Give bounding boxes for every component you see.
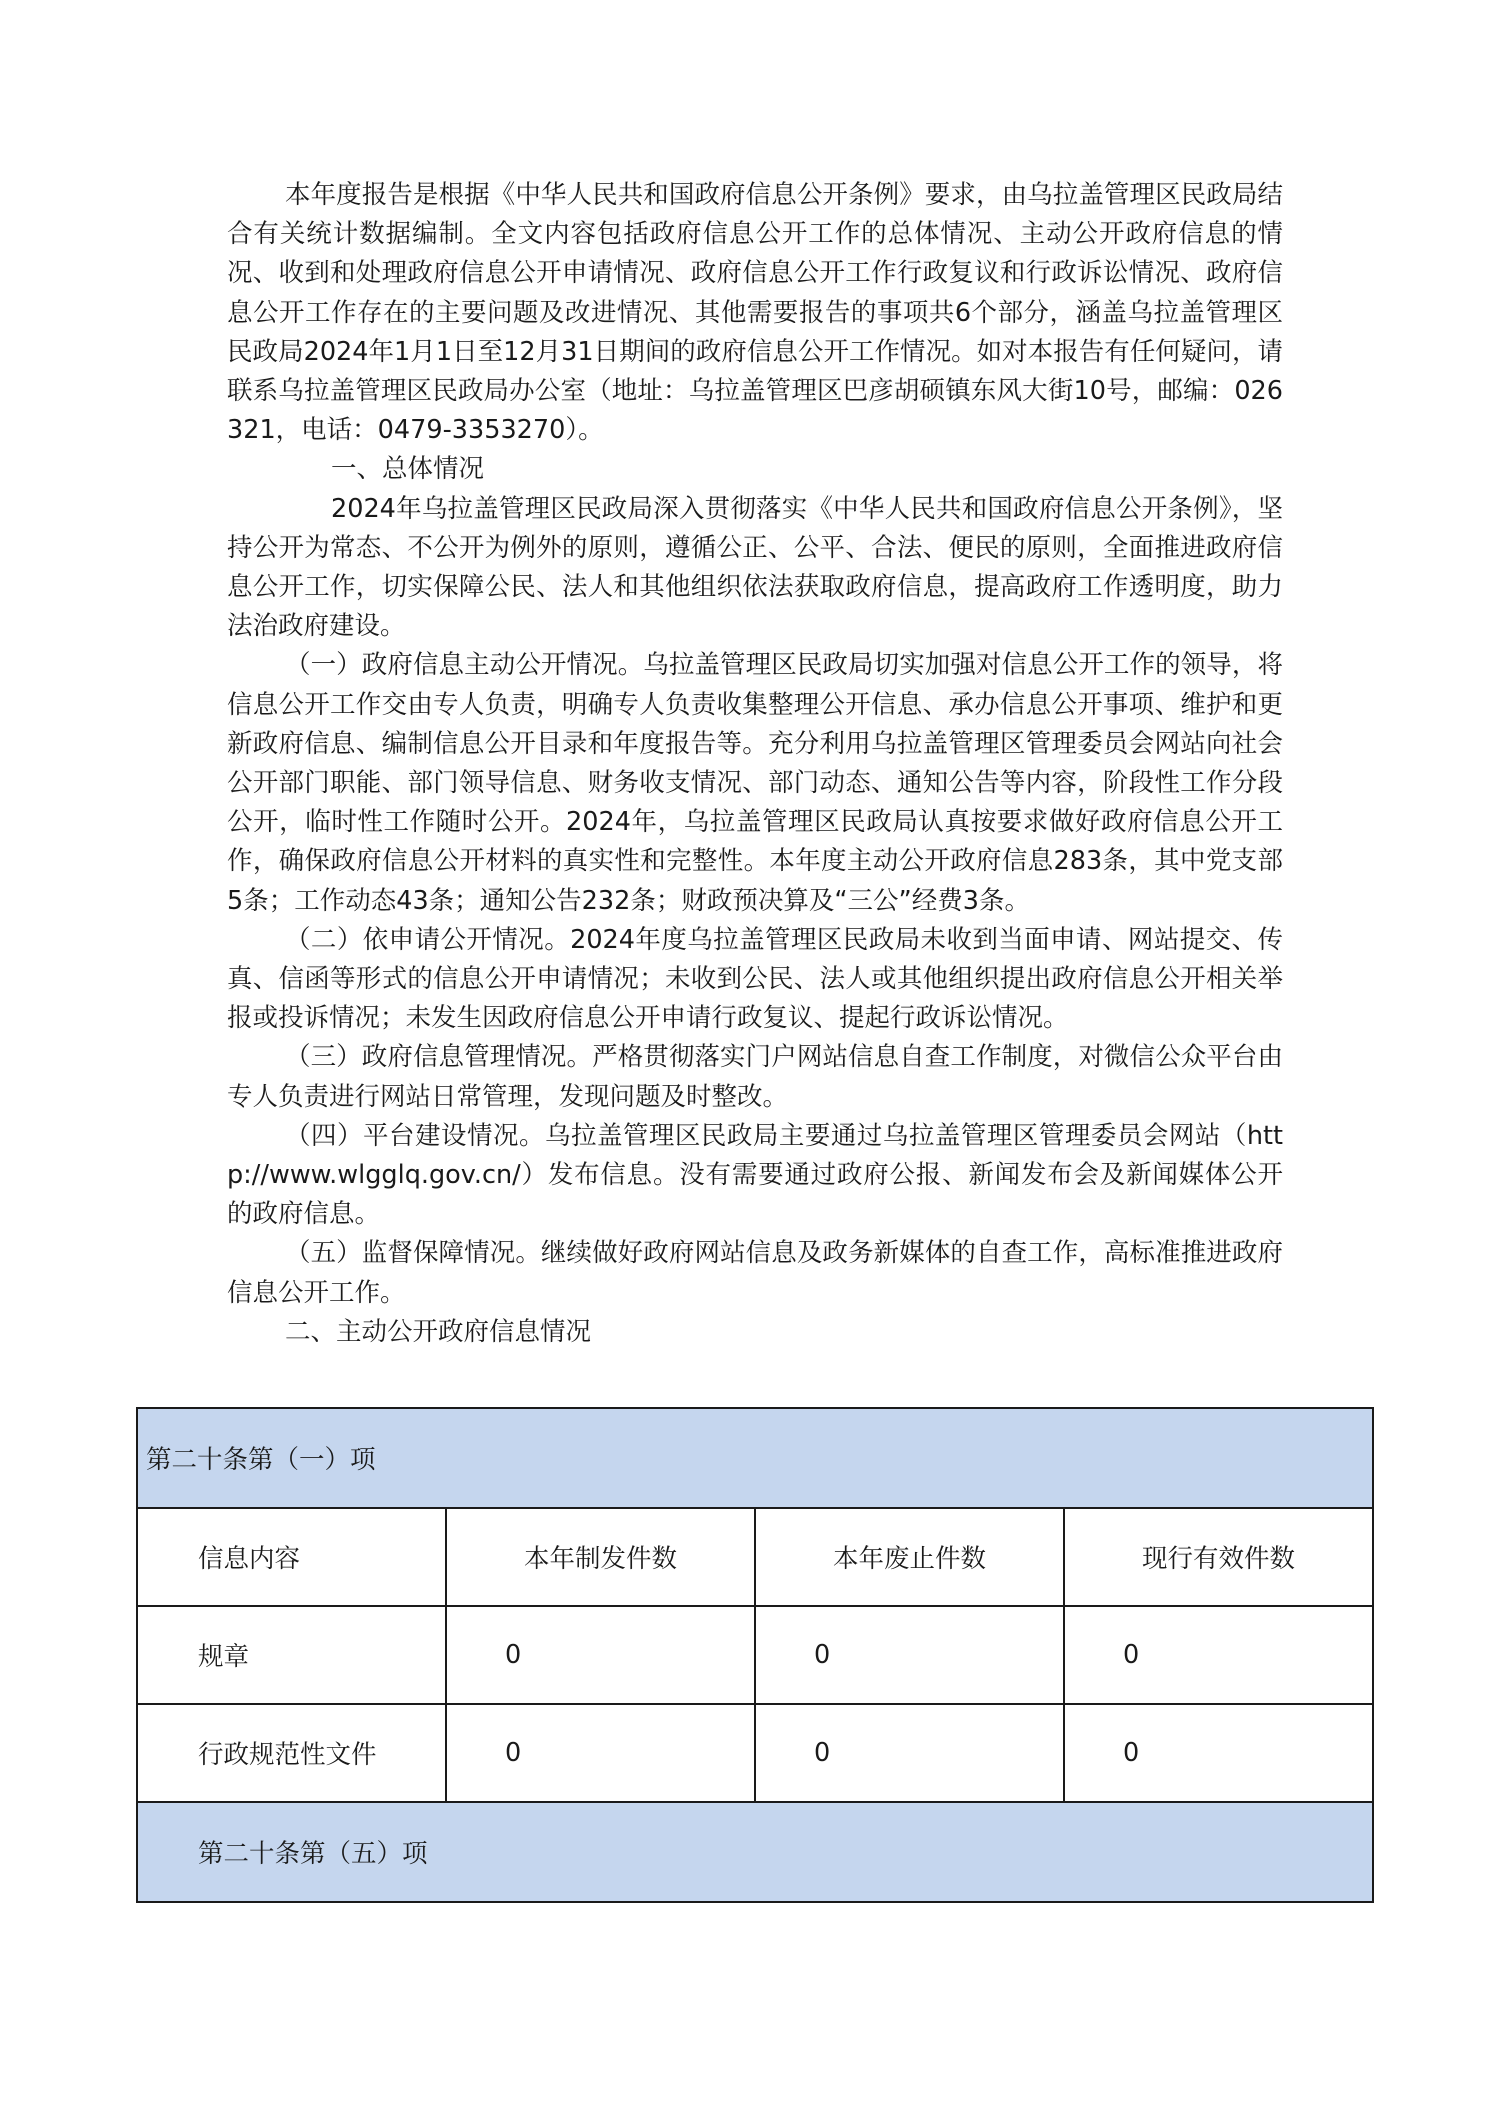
platform-building-paragraph: （四）平台建设情况。乌拉盖管理区民政局主要通过乌拉盖管理区管理委员会网站（http://www.wlgglq.gov.cn/）发布信息。没有需要通过政府公报、新闻发布会及新闻媒体公开的政府信息。 xyxy=(227,1120,1283,1230)
table-section-row xyxy=(137,1802,1373,1902)
proactive-disclosure-paragraph: （一）政府信息主动公开情况。乌拉盖管理区民政局切实加强对信息公开工作的领导，将信息公开工作交由专人负责，明确专人负责收集整理公开信息、承办信息公开事项、维护和更新政府信息、编制信息公开目录和年度报告等。充分利用乌拉盖管理区管理委员会网站向社会公开部门职能、部门领导信息、财务收支情况、部门动态、通知公告等内容，阶段性工作分段公开，临时性工作随时公开。2024年，乌拉盖管理区民政局认真按要求做好政府信息公开工作，确保政府信息公开材料的真实性和完整性。本年度主动公开政府信息283条，其中党支部5条；工作动态43条；通知公告232条；财政预决算及“三公”经费3条。 xyxy=(227,650,1283,916)
table-header-cell: 信息内容 xyxy=(137,1508,446,1606)
table-cell: 0 xyxy=(446,1704,755,1802)
intro-paragraph: 本年度报告是根据《中华人民共和国政府信息公开条例》要求，由乌拉盖管理区民政局结合有关统计数据编制。全文内容包括政府信息公开工作的总体情况、主动公开政府信息的情况、收到和处理政府信息公开申请情况、政府信息公开工作行政复议和行政诉讼情况、政府信息公开工作存在的主要问题及改进情况、其他需要报告的事项共6个部分，涵盖乌拉盖管理区民政局2024年1月1日至12月31日期间的政府信息公开工作情况。如对本报告有任何疑问，请联系乌拉盖管理区民政局办公室（地址：乌拉盖管理区巴彦胡硕镇东风大街10号，邮编：026321，电话：0479-3353270）。 xyxy=(227,180,1283,446)
overview-paragraph: 2024年乌拉盖管理区民政局深入贯彻落实《中华人民共和国政府信息公开条例》，坚持公开为常态、不公开为例外的原则，遵循公正、公平、合法、便民的原则，全面推进政府信息公开工作，切实保障公民、法人和其他组织依法获取政府信息，提高政府工作透明度，助力法治政府建设。 xyxy=(227,493,1283,642)
table-row xyxy=(137,1704,1373,1802)
table-cell: 规章 xyxy=(137,1606,446,1704)
table-section-row xyxy=(137,1408,1373,1508)
table-header-row xyxy=(137,1508,1373,1606)
table-section-title: 第二十条第（五）项 xyxy=(137,1802,1373,1902)
disclosure-table xyxy=(136,1407,1374,1903)
section-heading-proactive: 二、主动公开政府信息情况 xyxy=(285,1316,592,1347)
table-row xyxy=(137,1606,1373,1704)
table-header-cell: 本年废止件数 xyxy=(755,1508,1064,1606)
supervision-paragraph: （五）监督保障情况。继续做好政府网站信息及政务新媒体的自查工作，高标准推进政府信息公开工作。 xyxy=(227,1238,1283,1308)
table-cell: 0 xyxy=(755,1606,1064,1704)
table-header-cell: 本年制发件数 xyxy=(446,1508,755,1606)
table-header-cell: 现行有效件数 xyxy=(1064,1508,1373,1606)
section-heading-overview: 一、总体情况 xyxy=(331,454,485,485)
table-cell: 0 xyxy=(446,1606,755,1704)
table-cell: 0 xyxy=(755,1704,1064,1802)
info-management-paragraph: （三）政府信息管理情况。严格贯彻落实门户网站信息自查工作制度，对微信公众平台由专人负责进行网站日常管理，发现问题及时整改。 xyxy=(227,1042,1283,1112)
table-cell: 行政规范性文件 xyxy=(137,1704,446,1802)
table-cell: 0 xyxy=(1064,1704,1373,1802)
application-disclosure-paragraph: （二）依申请公开情况。2024年度乌拉盖管理区民政局未收到当面申请、网站提交、传真、信函等形式的信息公开申请情况；未收到公民、法人或其他组织提出政府信息公开相关举报或投诉情况；未发生因政府信息公开申请行政复议、提起行政诉讼情况。 xyxy=(227,924,1283,1034)
table-cell: 0 xyxy=(1064,1606,1373,1704)
table-section-title: 第二十条第（一）项 xyxy=(137,1408,1373,1508)
report-body xyxy=(227,176,1283,1352)
